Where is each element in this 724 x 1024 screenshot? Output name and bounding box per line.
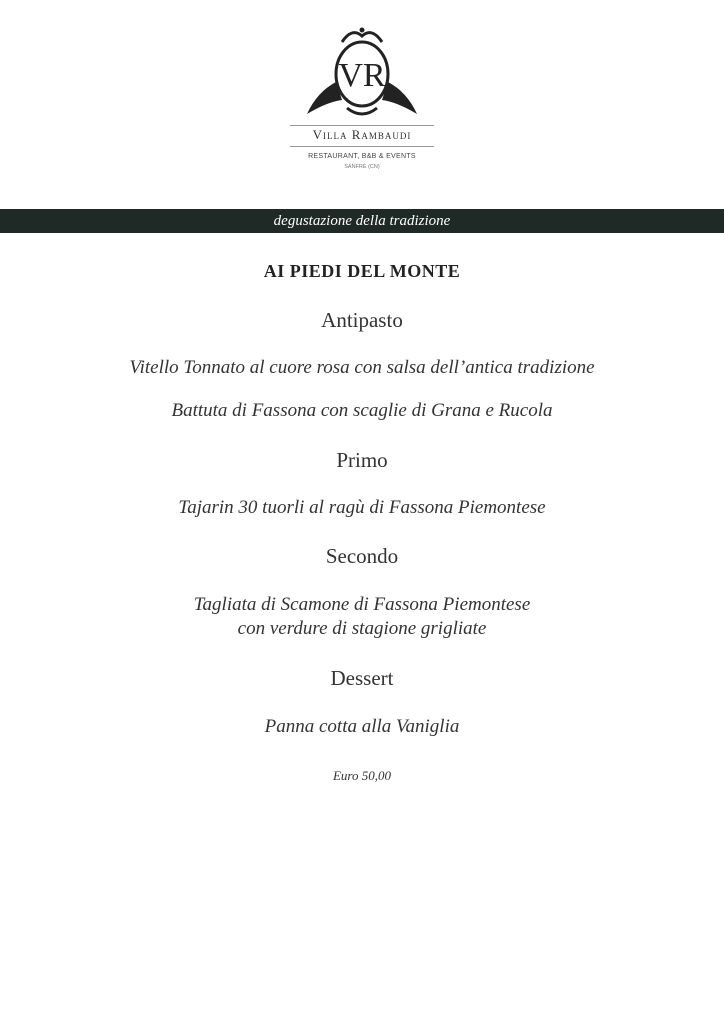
brand-name: Villa Rambaudi bbox=[312, 127, 412, 142]
monogram-crest-icon bbox=[302, 22, 422, 122]
divider bbox=[290, 125, 434, 126]
dish: Tagliata di Scamone di Fassona Piemontese bbox=[193, 594, 531, 615]
course-primo: Primo bbox=[336, 448, 388, 472]
menu-price: Euro 50,00 bbox=[332, 768, 392, 783]
dish: Tajarin 30 tuorli al ragù di Fassona Piemontese bbox=[178, 497, 546, 518]
divider bbox=[290, 146, 434, 147]
course-secondo: Secondo bbox=[325, 544, 399, 568]
brand-location: SANFRÈ (CN) bbox=[344, 164, 380, 170]
dish: Panna cotta alla Vaniglia bbox=[264, 716, 460, 737]
menu-banner: degustazione della tradizione bbox=[0, 209, 724, 233]
dish: Vitello Tonnato al cuore rosa con salsa dell’antica tradizione bbox=[129, 357, 595, 378]
svg-text:VR: VR bbox=[338, 57, 386, 94]
dish: Battuta di Fassona con scaglie di Grana e Rucola bbox=[171, 400, 553, 421]
dish: con verdure di stagione grigliate bbox=[237, 618, 487, 639]
menu-title: AI PIEDI DEL MONTE bbox=[263, 261, 461, 281]
course-dessert: Dessert bbox=[330, 666, 394, 690]
restaurant-logo bbox=[290, 22, 434, 170]
brand-tagline: RESTAURANT, B&B & EVENTS bbox=[308, 153, 416, 160]
course-antipasto: Antipasto bbox=[321, 308, 403, 332]
